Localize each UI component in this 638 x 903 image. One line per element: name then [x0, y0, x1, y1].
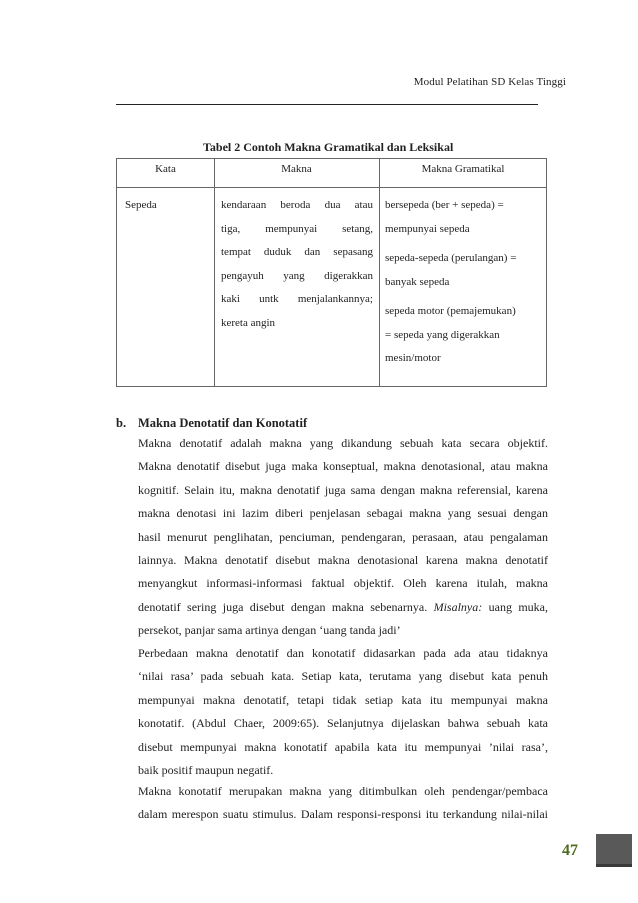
- paragraph-line: mempunyai makna denotatif, tetapi tidak setiap kata itu mempunyai makna: [138, 692, 548, 707]
- column-header-kata: Kata: [155, 163, 176, 175]
- paragraph-line: menyangkut informasi-informasi faktual objektif. Oleh karena itulah, makna: [138, 576, 548, 591]
- gramatikal-line: banyak sepeda: [385, 275, 450, 288]
- column-header-makna: Makna: [281, 163, 312, 175]
- paragraph-line: denotatif sering juga disebut dengan makna sebenarnya.: [138, 599, 428, 614]
- gramatikal-line: sepeda-sepeda (perulangan) =: [385, 252, 517, 264]
- paragraph-line: lainnya. Makna denotatif disebut makna denotasional karena makna denotatif: [138, 553, 548, 568]
- cell-makna-gramatikal: [385, 194, 545, 371]
- paragraph-line: Perbedaan makna denotatif dan konotatif didasarkan pada ada atau tidaknya: [138, 646, 548, 660]
- cell-makna: [221, 194, 373, 335]
- paragraph-line: baik positif maupun negatif.: [138, 763, 274, 778]
- section-title: Makna Denotatif dan Konotatif: [138, 416, 308, 430]
- page-tab-decoration: [596, 834, 632, 867]
- gramatikal-line: mempunyai sepeda: [385, 222, 470, 235]
- column-divider: [379, 159, 380, 386]
- paragraph-line: dalam merespon suatu stimulus. Dalam responsi-responsi itu terkandung nilai-nilai: [138, 807, 548, 822]
- paragraph-line: kognitif. Selain itu, makna denotatif juga sama dengan makna referensial, karena: [138, 482, 548, 497]
- header-divider: [116, 104, 538, 105]
- column-header-makna-gramatikal: Makna Gramatikal: [421, 163, 505, 175]
- makna-line: tempat duduk dan sepasang: [221, 246, 373, 258]
- paragraph-line: hasil menurut penglihatan, penciuman, pendengaran, perasaan, atau pengalaman: [138, 529, 548, 544]
- paragraph-line: disebut mempunyai makna konotatif apabila kata itu mempunyai ’nilai rasa’,: [138, 739, 548, 754]
- paragraph-denotatif: [138, 432, 548, 643]
- paragraph-line-with-example: [138, 596, 548, 619]
- paragraph-konotatif: [138, 780, 548, 827]
- gramatikal-line: = sepeda yang digerakkan: [385, 328, 500, 341]
- section-letter: b.: [116, 416, 127, 430]
- gramatikal-line: sepeda motor (pemajemukan): [385, 305, 516, 317]
- gramatikal-line: bersepeda (ber + sepeda) =: [385, 199, 504, 211]
- gramatikal-line: mesin/motor: [385, 352, 441, 364]
- paragraph-line: konotatif. (Abdul Chaer, 2009:65). Selanjutnya dijelaskan bahwa sebuah kata: [138, 716, 548, 731]
- paragraph-line: ‘nilai rasa’ pada sebuah kata. Setiap kata, terutama yang disebut kata penuh: [138, 669, 548, 684]
- makna-line: pengayuh yang digerakkan: [221, 269, 373, 282]
- example-label: Misalnya:: [433, 599, 483, 614]
- example-text: uang muka,: [488, 599, 549, 614]
- makna-line: tiga, mempunyai setang,: [221, 222, 373, 235]
- paragraph-perbedaan: [138, 642, 548, 782]
- table-caption: Tabel 2 Contoh Makna Gramatikal dan Leksikal: [203, 140, 454, 154]
- paragraph-line: makna denotasi ini lazim diberi penjelasan sebagai makna yang sesuai dengan: [138, 506, 548, 521]
- paragraph-line: Makna denotatif adalah makna yang dikandung sebuah kata secara objektif.: [138, 436, 548, 450]
- page-number: 47: [562, 842, 578, 859]
- makna-line: kereta angin: [221, 316, 276, 329]
- makna-line: kendaraan beroda dua atau: [221, 199, 373, 211]
- example-table: [116, 158, 547, 387]
- cell-kata: Sepeda: [125, 199, 157, 211]
- header-row-divider: [117, 187, 546, 188]
- paragraph-line: Makna konotatif merupakan makna yang ditimbulkan oleh pendengar/pembaca: [138, 784, 548, 798]
- paragraph-line: persekot, panjar sama artinya dengan ‘uang tanda jadi’: [138, 623, 401, 638]
- paragraph-line: Makna denotatif disebut juga maka konseptual, makna denotasional, atau makna: [138, 459, 548, 474]
- makna-line: kaki untk menjalankannya;: [221, 293, 373, 305]
- module-title: Modul Pelatihan SD Kelas Tinggi: [413, 76, 566, 88]
- column-divider: [214, 159, 215, 386]
